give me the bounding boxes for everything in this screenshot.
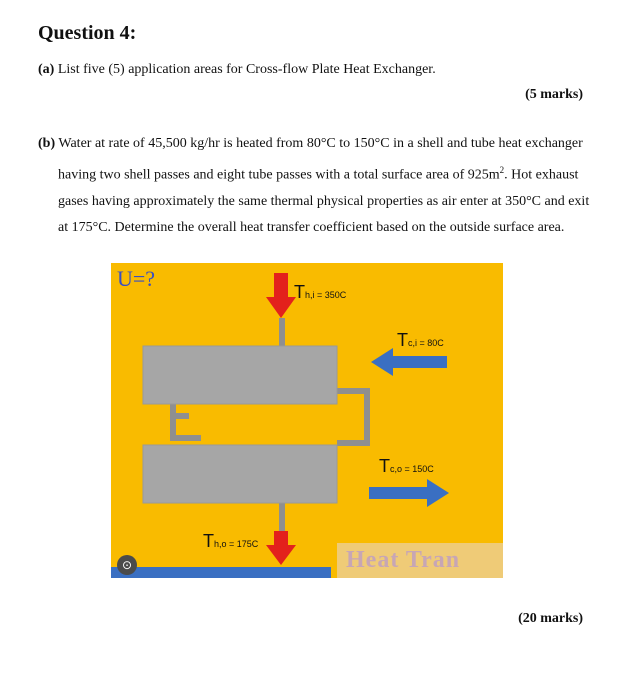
- part-a-label: (a): [38, 62, 55, 77]
- question-title: Question 4:: [38, 22, 137, 44]
- cold-outlet-arrow-head: [427, 479, 449, 507]
- cold-outlet-arrow-shaft: [369, 487, 429, 499]
- tc-in-label: Tc,i = 80C: [397, 330, 444, 350]
- lens-icon[interactable]: ⊙: [117, 555, 137, 575]
- hot-outlet-pipe: [279, 499, 285, 533]
- hot-inlet-arrow-shaft: [274, 273, 288, 298]
- watermark-text: Heat Tran: [346, 547, 461, 573]
- hot-inlet-arrow-head: [266, 297, 296, 318]
- right-connector-pipe: [337, 391, 367, 443]
- hot-outlet-arrow-head: [266, 545, 296, 565]
- part-b-line-2: having two shell passes and eight tube passes with a total surface area of 925m: [58, 167, 500, 183]
- part-a-question: [38, 62, 436, 78]
- hot-inlet-pipe: [279, 318, 285, 348]
- part-b-line-4: at 175°C. Determine the overall heat transfer coefficient based on the outside surface area.: [58, 219, 565, 235]
- part-b-line-3: gases having approximately the same thermal physical properties as air enter at 350°C and exit: [58, 193, 590, 209]
- heat-exchanger-diagram: [111, 263, 503, 578]
- area-exponent: 2: [499, 165, 505, 175]
- part-b-line-1: Water at rate of 45,500 kg/hr is heated from 80°C to 150°C in a shell and tube heat exchanger: [55, 136, 583, 151]
- part-b-line-2-end: . Hot exhaust: [504, 167, 579, 183]
- th-in-label: Th,i = 350C: [294, 282, 347, 302]
- cold-inlet-arrow-head: [371, 348, 393, 376]
- hot-outlet-arrow-shaft: [274, 531, 288, 546]
- part-b-marks: (20 marks): [518, 611, 583, 626]
- tc-out-label: Tc,o = 150C: [379, 456, 434, 476]
- part-a-text: List five (5) application areas for Cross-flow Plate Heat Exchanger.: [54, 62, 436, 77]
- lower-shell: [143, 445, 337, 503]
- bottom-strip: [111, 567, 331, 578]
- u-label: U=?: [117, 266, 156, 291]
- th-out-label: Th,o = 175C: [203, 531, 259, 551]
- upper-shell: [143, 346, 337, 404]
- cold-inlet-arrow-shaft: [391, 356, 447, 368]
- heat-exchanger-figure: [111, 263, 503, 578]
- part-b-label: (b): [38, 136, 56, 151]
- part-a-marks: (5 marks): [525, 87, 583, 102]
- part-b-question: [38, 131, 598, 241]
